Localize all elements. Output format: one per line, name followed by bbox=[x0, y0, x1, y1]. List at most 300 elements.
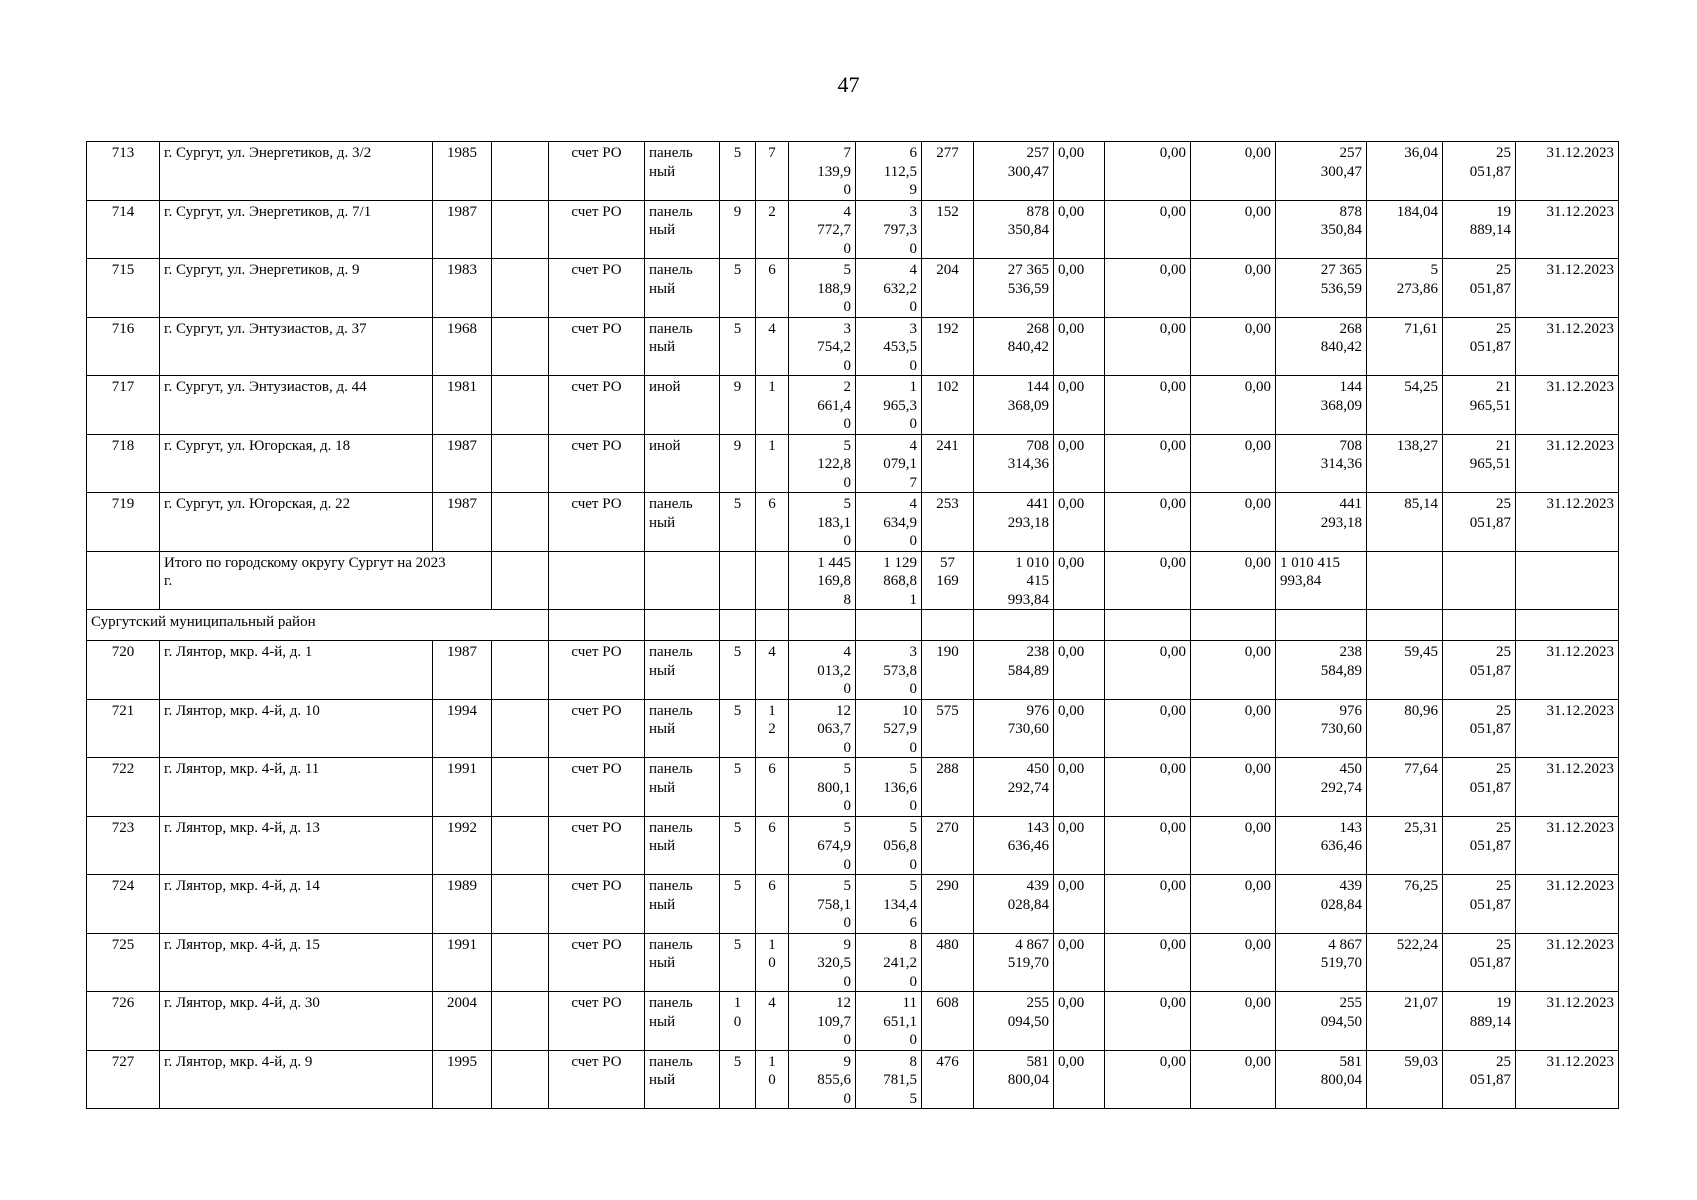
blank-cell bbox=[492, 816, 549, 875]
table-row bbox=[87, 493, 1619, 552]
blank-cell bbox=[974, 610, 1054, 641]
blank-cell bbox=[720, 551, 756, 610]
total-cost: 238 584,89 bbox=[974, 641, 1054, 700]
fund-cost-2: 0,00 bbox=[1105, 317, 1191, 376]
fund-cost-2: 0,00 bbox=[1105, 434, 1191, 493]
address-cell: г. Сургут, ул. Энергетиков, д. 9 bbox=[160, 259, 433, 318]
residents-count: 480 bbox=[922, 933, 974, 992]
row-number: 718 bbox=[87, 434, 160, 493]
total-area: 5 183,1 0 bbox=[789, 493, 856, 552]
living-area: 5 136,6 0 bbox=[856, 758, 922, 817]
year-built: 2004 bbox=[433, 992, 492, 1051]
planned-date: 31.12.2023 bbox=[1516, 317, 1619, 376]
floors-count: 1 0 bbox=[720, 992, 756, 1051]
planned-date: 31.12.2023 bbox=[1516, 376, 1619, 435]
unit-cost-limit: 25 051,87 bbox=[1443, 1050, 1516, 1109]
total-cost: 144 368,09 bbox=[974, 376, 1054, 435]
planned-date: 31.12.2023 bbox=[1516, 816, 1619, 875]
fund-cost-1: 0,00 bbox=[1054, 641, 1105, 700]
unit-cost: 36,04 bbox=[1367, 142, 1443, 201]
total-cost: 268 840,42 bbox=[974, 317, 1054, 376]
entrances-count: 4 bbox=[756, 992, 789, 1051]
fund-cost-2: 0,00 bbox=[1105, 142, 1191, 201]
fund-type: счет РО bbox=[549, 992, 645, 1051]
fund-cost-1: 0,00 bbox=[1054, 992, 1105, 1051]
owners-cost: 1 010 415 993,84 bbox=[1276, 551, 1367, 610]
blank-cell bbox=[492, 699, 549, 758]
row-number: 715 bbox=[87, 259, 160, 318]
year-built: 1992 bbox=[433, 816, 492, 875]
owners-cost: 450 292,74 bbox=[1276, 758, 1367, 817]
entrances-count: 6 bbox=[756, 493, 789, 552]
unit-cost: 184,04 bbox=[1367, 200, 1443, 259]
residents-count: 277 bbox=[922, 142, 974, 201]
blank-cell bbox=[492, 875, 549, 934]
total-area: 2 661,4 0 bbox=[789, 376, 856, 435]
total-cost: 143 636,46 bbox=[974, 816, 1054, 875]
address-cell: г. Сургут, ул. Энергетиков, д. 7/1 bbox=[160, 200, 433, 259]
floors-count: 5 bbox=[720, 259, 756, 318]
residents-count: 204 bbox=[922, 259, 974, 318]
table-row bbox=[87, 259, 1619, 318]
living-area: 4 079,1 7 bbox=[856, 434, 922, 493]
unit-cost: 71,61 bbox=[1367, 317, 1443, 376]
total-area: 5 188,9 0 bbox=[789, 259, 856, 318]
wall-material: панель ный bbox=[645, 641, 720, 700]
fund-cost-3: 0,00 bbox=[1191, 317, 1276, 376]
blank-cell bbox=[756, 551, 789, 610]
year-built: 1983 bbox=[433, 259, 492, 318]
blank-cell bbox=[492, 758, 549, 817]
fund-cost-3: 0,00 bbox=[1191, 259, 1276, 318]
address-cell: г. Сургут, ул. Энтузиастов, д. 44 bbox=[160, 376, 433, 435]
fund-cost-1: 0,00 bbox=[1054, 317, 1105, 376]
residents-count: 253 bbox=[922, 493, 974, 552]
wall-material: панель ный bbox=[645, 142, 720, 201]
residents-count: 190 bbox=[922, 641, 974, 700]
blank-cell bbox=[1516, 551, 1619, 610]
blank-cell bbox=[856, 610, 922, 641]
residents-count: 290 bbox=[922, 875, 974, 934]
year-built: 1991 bbox=[433, 758, 492, 817]
planned-date: 31.12.2023 bbox=[1516, 699, 1619, 758]
fund-cost-3: 0,00 bbox=[1191, 875, 1276, 934]
total-cost: 257 300,47 bbox=[974, 142, 1054, 201]
fund-cost-1: 0,00 bbox=[1054, 376, 1105, 435]
blank-cell bbox=[922, 610, 974, 641]
year-built: 1989 bbox=[433, 875, 492, 934]
wall-material: панель ный bbox=[645, 875, 720, 934]
total-cost: 581 800,04 bbox=[974, 1050, 1054, 1109]
wall-material: иной bbox=[645, 434, 720, 493]
entrances-count: 6 bbox=[756, 816, 789, 875]
blank-cell bbox=[492, 933, 549, 992]
fund-cost-2: 0,00 bbox=[1105, 641, 1191, 700]
fund-type: счет РО bbox=[549, 641, 645, 700]
entrances-count: 4 bbox=[756, 317, 789, 376]
planned-date: 31.12.2023 bbox=[1516, 142, 1619, 201]
owners-cost: 878 350,84 bbox=[1276, 200, 1367, 259]
residents-count: 608 bbox=[922, 992, 974, 1051]
table-row bbox=[87, 641, 1619, 700]
row-number: 717 bbox=[87, 376, 160, 435]
fund-type: счет РО bbox=[549, 758, 645, 817]
row-number: 721 bbox=[87, 699, 160, 758]
fund-cost-2: 0,00 bbox=[1105, 875, 1191, 934]
wall-material: панель ный bbox=[645, 200, 720, 259]
total-cost: 441 293,18 bbox=[974, 493, 1054, 552]
section-label: Сургутский муниципальный район bbox=[87, 610, 549, 641]
entrances-count: 1 bbox=[756, 434, 789, 493]
blank-cell bbox=[492, 376, 549, 435]
floors-count: 5 bbox=[720, 816, 756, 875]
residents-count: 476 bbox=[922, 1050, 974, 1109]
blank-cell bbox=[1516, 610, 1619, 641]
table-row bbox=[87, 875, 1619, 934]
wall-material: панель ный bbox=[645, 933, 720, 992]
blank-cell bbox=[492, 200, 549, 259]
floors-count: 9 bbox=[720, 376, 756, 435]
total-area: 9 320,5 0 bbox=[789, 933, 856, 992]
fund-cost-2: 0,00 bbox=[1105, 259, 1191, 318]
total-area: 5 758,1 0 bbox=[789, 875, 856, 934]
total-area: 7 139,9 0 bbox=[789, 142, 856, 201]
fund-type: счет РО bbox=[549, 200, 645, 259]
table-row bbox=[87, 699, 1619, 758]
fund-cost-3: 0,00 bbox=[1191, 434, 1276, 493]
total-cost: 1 010 415 993,84 bbox=[974, 551, 1054, 610]
planned-date: 31.12.2023 bbox=[1516, 200, 1619, 259]
blank-cell bbox=[492, 434, 549, 493]
owners-cost: 439 028,84 bbox=[1276, 875, 1367, 934]
floors-count: 9 bbox=[720, 200, 756, 259]
entrances-count: 6 bbox=[756, 875, 789, 934]
entrances-count: 2 bbox=[756, 200, 789, 259]
owners-cost: 708 314,36 bbox=[1276, 434, 1367, 493]
floors-count: 5 bbox=[720, 317, 756, 376]
blank-cell bbox=[1443, 610, 1516, 641]
unit-cost-limit: 25 051,87 bbox=[1443, 641, 1516, 700]
blank-cell bbox=[645, 610, 720, 641]
unit-cost: 59,03 bbox=[1367, 1050, 1443, 1109]
address-cell: г. Лянтор, мкр. 4-й, д. 14 bbox=[160, 875, 433, 934]
total-cost: 450 292,74 bbox=[974, 758, 1054, 817]
wall-material: иной bbox=[645, 376, 720, 435]
year-built: 1995 bbox=[433, 1050, 492, 1109]
total-cost: 27 365 536,59 bbox=[974, 259, 1054, 318]
blank-cell bbox=[1367, 551, 1443, 610]
total-cost: 708 314,36 bbox=[974, 434, 1054, 493]
wall-material: панель ный bbox=[645, 259, 720, 318]
fund-cost-1: 0,00 bbox=[1054, 1050, 1105, 1109]
planned-date: 31.12.2023 bbox=[1516, 933, 1619, 992]
total-cost: 439 028,84 bbox=[974, 875, 1054, 934]
total-area: 1 445 169,8 8 bbox=[789, 551, 856, 610]
total-area: 5 800,1 0 bbox=[789, 758, 856, 817]
total-area: 12 063,7 0 bbox=[789, 699, 856, 758]
fund-cost-2: 0,00 bbox=[1105, 816, 1191, 875]
address-cell: г. Лянтор, мкр. 4-й, д. 30 bbox=[160, 992, 433, 1051]
fund-cost-1: 0,00 bbox=[1054, 493, 1105, 552]
unit-cost: 522,24 bbox=[1367, 933, 1443, 992]
wall-material: панель ный bbox=[645, 816, 720, 875]
fund-cost-1: 0,00 bbox=[1054, 875, 1105, 934]
blank-cell bbox=[1105, 610, 1191, 641]
blank-cell bbox=[492, 551, 549, 610]
fund-cost-3: 0,00 bbox=[1191, 551, 1276, 610]
fund-cost-3: 0,00 bbox=[1191, 758, 1276, 817]
entrances-count: 6 bbox=[756, 758, 789, 817]
fund-cost-2: 0,00 bbox=[1105, 1050, 1191, 1109]
table-row bbox=[87, 816, 1619, 875]
planned-date: 31.12.2023 bbox=[1516, 641, 1619, 700]
blank-cell bbox=[789, 610, 856, 641]
fund-cost-2: 0,00 bbox=[1105, 758, 1191, 817]
unit-cost-limit: 25 051,87 bbox=[1443, 875, 1516, 934]
blank-cell bbox=[492, 259, 549, 318]
unit-cost-limit: 25 051,87 bbox=[1443, 142, 1516, 201]
total-area: 12 109,7 0 bbox=[789, 992, 856, 1051]
address-cell: г. Сургут, ул. Энергетиков, д. 3/2 bbox=[160, 142, 433, 201]
unit-cost: 54,25 bbox=[1367, 376, 1443, 435]
total-area: 4 772,7 0 bbox=[789, 200, 856, 259]
residents-count: 288 bbox=[922, 758, 974, 817]
fund-cost-2: 0,00 bbox=[1105, 376, 1191, 435]
fund-cost-2: 0,00 bbox=[1105, 992, 1191, 1051]
blank-cell bbox=[1054, 610, 1105, 641]
residents-count: 57 169 bbox=[922, 551, 974, 610]
address-cell: г. Лянтор, мкр. 4-й, д. 10 bbox=[160, 699, 433, 758]
living-area: 5 056,8 0 bbox=[856, 816, 922, 875]
living-area: 11 651,1 0 bbox=[856, 992, 922, 1051]
unit-cost: 76,25 bbox=[1367, 875, 1443, 934]
blank-cell bbox=[645, 551, 720, 610]
blank-cell bbox=[549, 610, 645, 641]
entrances-count: 1 bbox=[756, 376, 789, 435]
wall-material: панель ный bbox=[645, 758, 720, 817]
address-cell: г. Лянтор, мкр. 4-й, д. 11 bbox=[160, 758, 433, 817]
table-row bbox=[87, 376, 1619, 435]
fund-cost-2: 0,00 bbox=[1105, 699, 1191, 758]
unit-cost-limit: 25 051,87 bbox=[1443, 933, 1516, 992]
unit-cost: 77,64 bbox=[1367, 758, 1443, 817]
fund-cost-3: 0,00 bbox=[1191, 142, 1276, 201]
blank-cell bbox=[756, 610, 789, 641]
floors-count: 5 bbox=[720, 875, 756, 934]
total-cost: 255 094,50 bbox=[974, 992, 1054, 1051]
unit-cost-limit: 19 889,14 bbox=[1443, 992, 1516, 1051]
residents-count: 192 bbox=[922, 317, 974, 376]
fund-type: счет РО bbox=[549, 699, 645, 758]
owners-cost: 27 365 536,59 bbox=[1276, 259, 1367, 318]
fund-cost-3: 0,00 bbox=[1191, 641, 1276, 700]
address-cell: г. Лянтор, мкр. 4-й, д. 13 bbox=[160, 816, 433, 875]
fund-cost-1: 0,00 bbox=[1054, 259, 1105, 318]
row-number: 722 bbox=[87, 758, 160, 817]
floors-count: 5 bbox=[720, 758, 756, 817]
unit-cost: 5 273,86 bbox=[1367, 259, 1443, 318]
row-number: 725 bbox=[87, 933, 160, 992]
fund-cost-3: 0,00 bbox=[1191, 816, 1276, 875]
table-body bbox=[87, 142, 1619, 1109]
total-area: 5 122,8 0 bbox=[789, 434, 856, 493]
total-row bbox=[87, 551, 1619, 610]
fund-cost-3: 0,00 bbox=[1191, 933, 1276, 992]
year-built: 1987 bbox=[433, 200, 492, 259]
living-area: 8 241,2 0 bbox=[856, 933, 922, 992]
fund-cost-3: 0,00 bbox=[1191, 699, 1276, 758]
living-area: 3 573,8 0 bbox=[856, 641, 922, 700]
entrances-count: 1 0 bbox=[756, 1050, 789, 1109]
blank-cell bbox=[492, 142, 549, 201]
fund-cost-3: 0,00 bbox=[1191, 1050, 1276, 1109]
address-cell: г. Сургут, ул. Югорская, д. 18 bbox=[160, 434, 433, 493]
living-area: 6 112,5 9 bbox=[856, 142, 922, 201]
total-cost: 4 867 519,70 bbox=[974, 933, 1054, 992]
row-number: 716 bbox=[87, 317, 160, 376]
entrances-count: 1 0 bbox=[756, 933, 789, 992]
residents-count: 575 bbox=[922, 699, 974, 758]
row-number: 714 bbox=[87, 200, 160, 259]
table-row bbox=[87, 933, 1619, 992]
wall-material: панель ный bbox=[645, 493, 720, 552]
total-area: 3 754,2 0 bbox=[789, 317, 856, 376]
blank-cell bbox=[87, 551, 160, 610]
entrances-count: 1 2 bbox=[756, 699, 789, 758]
planned-date: 31.12.2023 bbox=[1516, 992, 1619, 1051]
planned-date: 31.12.2023 bbox=[1516, 434, 1619, 493]
capital-repair-table bbox=[86, 141, 1619, 1109]
living-area: 3 797,3 0 bbox=[856, 200, 922, 259]
address-cell: г. Лянтор, мкр. 4-й, д. 9 bbox=[160, 1050, 433, 1109]
wall-material: панель ный bbox=[645, 992, 720, 1051]
fund-type: счет РО bbox=[549, 933, 645, 992]
wall-material: панель ный bbox=[645, 1050, 720, 1109]
total-label: Итого по городскому округу Сургут на 2023 г. bbox=[160, 551, 492, 610]
owners-cost: 144 368,09 bbox=[1276, 376, 1367, 435]
fund-cost-3: 0,00 bbox=[1191, 992, 1276, 1051]
living-area: 10 527,9 0 bbox=[856, 699, 922, 758]
total-area: 9 855,6 0 bbox=[789, 1050, 856, 1109]
floors-count: 5 bbox=[720, 933, 756, 992]
owners-cost: 976 730,60 bbox=[1276, 699, 1367, 758]
owners-cost: 238 584,89 bbox=[1276, 641, 1367, 700]
floors-count: 5 bbox=[720, 142, 756, 201]
living-area: 1 129 868,8 1 bbox=[856, 551, 922, 610]
address-cell: г. Лянтор, мкр. 4-й, д. 1 bbox=[160, 641, 433, 700]
wall-material: панель ный bbox=[645, 699, 720, 758]
fund-type: счет РО bbox=[549, 376, 645, 435]
unit-cost-limit: 25 051,87 bbox=[1443, 317, 1516, 376]
total-area: 5 674,9 0 bbox=[789, 816, 856, 875]
address-cell: г. Сургут, ул. Югорская, д. 22 bbox=[160, 493, 433, 552]
row-number: 719 bbox=[87, 493, 160, 552]
wall-material: панель ный bbox=[645, 317, 720, 376]
unit-cost: 21,07 bbox=[1367, 992, 1443, 1051]
unit-cost-limit: 21 965,51 bbox=[1443, 376, 1516, 435]
owners-cost: 581 800,04 bbox=[1276, 1050, 1367, 1109]
blank-cell bbox=[1191, 610, 1276, 641]
living-area: 5 134,4 6 bbox=[856, 875, 922, 934]
unit-cost-limit: 25 051,87 bbox=[1443, 816, 1516, 875]
year-built: 1987 bbox=[433, 641, 492, 700]
owners-cost: 268 840,42 bbox=[1276, 317, 1367, 376]
fund-cost-3: 0,00 bbox=[1191, 200, 1276, 259]
year-built: 1981 bbox=[433, 376, 492, 435]
fund-cost-1: 0,00 bbox=[1054, 816, 1105, 875]
fund-cost-2: 0,00 bbox=[1105, 200, 1191, 259]
fund-cost-2: 0,00 bbox=[1105, 551, 1191, 610]
year-built: 1991 bbox=[433, 933, 492, 992]
fund-type: счет РО bbox=[549, 259, 645, 318]
total-area: 4 013,2 0 bbox=[789, 641, 856, 700]
section-row bbox=[87, 610, 1619, 641]
floors-count: 9 bbox=[720, 434, 756, 493]
living-area: 8 781,5 5 bbox=[856, 1050, 922, 1109]
planned-date: 31.12.2023 bbox=[1516, 1050, 1619, 1109]
total-cost: 976 730,60 bbox=[974, 699, 1054, 758]
row-number: 727 bbox=[87, 1050, 160, 1109]
unit-cost: 25,31 bbox=[1367, 816, 1443, 875]
fund-cost-3: 0,00 bbox=[1191, 376, 1276, 435]
unit-cost: 138,27 bbox=[1367, 434, 1443, 493]
table-row bbox=[87, 1050, 1619, 1109]
blank-cell bbox=[720, 610, 756, 641]
year-built: 1987 bbox=[433, 493, 492, 552]
table-row bbox=[87, 434, 1619, 493]
entrances-count: 6 bbox=[756, 259, 789, 318]
living-area: 4 632,2 0 bbox=[856, 259, 922, 318]
residents-count: 270 bbox=[922, 816, 974, 875]
row-number: 720 bbox=[87, 641, 160, 700]
row-number: 713 bbox=[87, 142, 160, 201]
residents-count: 102 bbox=[922, 376, 974, 435]
year-built: 1985 bbox=[433, 142, 492, 201]
owners-cost: 257 300,47 bbox=[1276, 142, 1367, 201]
blank-cell bbox=[1276, 610, 1367, 641]
fund-type: счет РО bbox=[549, 434, 645, 493]
year-built: 1968 bbox=[433, 317, 492, 376]
address-cell: г. Лянтор, мкр. 4-й, д. 15 bbox=[160, 933, 433, 992]
fund-type: счет РО bbox=[549, 875, 645, 934]
table-row bbox=[87, 200, 1619, 259]
unit-cost-limit: 21 965,51 bbox=[1443, 434, 1516, 493]
unit-cost-limit: 25 051,87 bbox=[1443, 259, 1516, 318]
blank-cell bbox=[492, 317, 549, 376]
residents-count: 241 bbox=[922, 434, 974, 493]
unit-cost: 80,96 bbox=[1367, 699, 1443, 758]
planned-date: 31.12.2023 bbox=[1516, 758, 1619, 817]
fund-type: счет РО bbox=[549, 142, 645, 201]
row-number: 724 bbox=[87, 875, 160, 934]
unit-cost-limit: 25 051,87 bbox=[1443, 758, 1516, 817]
table-row bbox=[87, 142, 1619, 201]
fund-cost-2: 0,00 bbox=[1105, 933, 1191, 992]
blank-cell bbox=[1443, 551, 1516, 610]
planned-date: 31.12.2023 bbox=[1516, 493, 1619, 552]
year-built: 1987 bbox=[433, 434, 492, 493]
floors-count: 5 bbox=[720, 1050, 756, 1109]
fund-cost-1: 0,00 bbox=[1054, 933, 1105, 992]
fund-cost-1: 0,00 bbox=[1054, 142, 1105, 201]
owners-cost: 255 094,50 bbox=[1276, 992, 1367, 1051]
row-number: 726 bbox=[87, 992, 160, 1051]
unit-cost: 85,14 bbox=[1367, 493, 1443, 552]
owners-cost: 441 293,18 bbox=[1276, 493, 1367, 552]
unit-cost-limit: 19 889,14 bbox=[1443, 200, 1516, 259]
unit-cost: 59,45 bbox=[1367, 641, 1443, 700]
blank-cell bbox=[1367, 610, 1443, 641]
